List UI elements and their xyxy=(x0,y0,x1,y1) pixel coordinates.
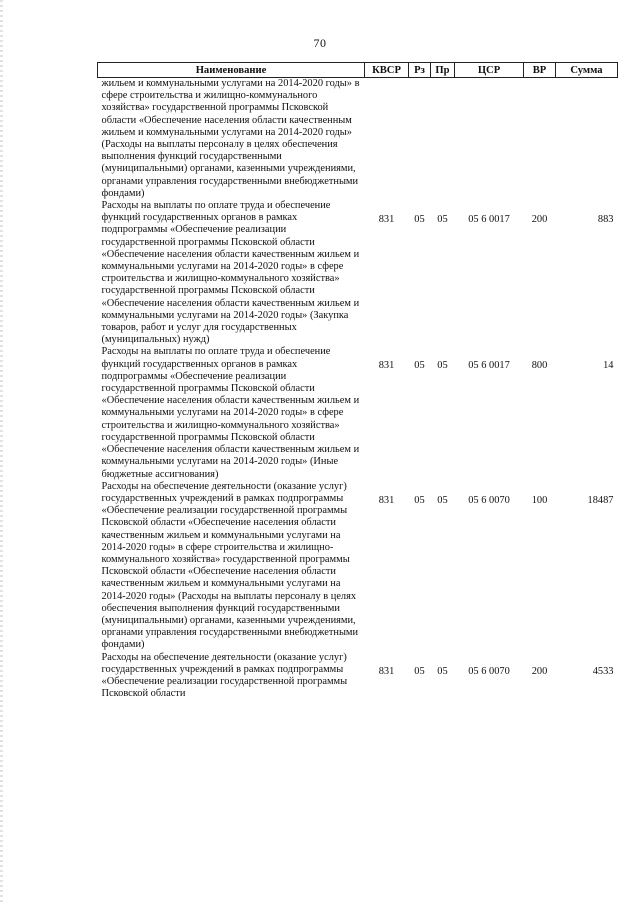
row-csr: 05 6 0070 xyxy=(468,665,510,677)
row-kvsr: 831 xyxy=(378,360,395,372)
row-name: Расходы на обеспечение деятельности (оказание услуг) государственных учреждений в рамках подпрограммы «Обеспечение реализации государственной программы Псковской области «Обеспечение населения области качественным жильем и коммунальными услугами на 2014-2020 годы» в сфере строительства и жилищно-коммунального хозяйства» государственной программы Псковской области «Обеспечение населения области качественным жильем и коммунальными услугами на 2014-2020 годы» (Расходы на выплаты персоналу в целях обеспечения выполнения функций государственными (муниципальными) органами, казенными учреждениями, органами управления государственными внебюджетными фондами) xyxy=(101,480,359,651)
header-vr: ВР xyxy=(524,63,556,78)
row-csr: 05 6 0017 xyxy=(468,214,510,226)
row-name: Расходы на выплаты по оплате труда и обеспечение функций государственных органов в рамках подпрограммы «Обеспечение реализации государственной программы Псковской области «Обеспечение населения области качественным жильем и коммунальными услугами на 2014-2020 годы» в сфере строительства и жилищно-коммунального хозяйства» государственной программы Псковской области «Обеспечение населения области качественным жильем и коммунальными услугами на 2014-2020 годы» (Иные бюджетные ассигнования) xyxy=(101,346,360,480)
row-vr: 100 xyxy=(531,494,548,506)
row-vr: 200 xyxy=(531,214,548,226)
table-row xyxy=(98,200,618,346)
page-number: 70 xyxy=(313,36,327,50)
row-rz: 05 xyxy=(414,665,425,677)
table-row xyxy=(98,652,618,701)
table-row xyxy=(98,481,618,652)
row-vr: 800 xyxy=(531,360,548,372)
row-sum: 14 xyxy=(603,360,614,372)
row-csr xyxy=(455,78,524,201)
row-vr xyxy=(524,78,556,201)
row-rz xyxy=(409,78,431,201)
row-rz: 05 xyxy=(414,494,425,506)
scan-edge xyxy=(0,0,3,905)
table-header-row xyxy=(98,63,618,78)
header-rz: Рз xyxy=(409,63,431,78)
row-pr: 05 xyxy=(437,214,448,226)
row-sum: 18487 xyxy=(587,494,614,506)
row-pr: 05 xyxy=(437,494,448,506)
table-row xyxy=(98,346,618,480)
row-name: Расходы на обеспечение деятельности (оказание услуг) государственных учреждений в рамках подпрограммы «Обеспечение реализации государственной программы Псковской области xyxy=(101,651,348,700)
table-row xyxy=(98,78,618,201)
row-kvsr: 831 xyxy=(378,494,395,506)
row-kvsr: 831 xyxy=(378,665,395,677)
header-csr: ЦСР xyxy=(455,63,524,78)
row-sum: 4533 xyxy=(592,665,614,677)
header-sum: Сумма xyxy=(556,63,618,78)
row-pr: 05 xyxy=(437,360,448,372)
row-pr: 05 xyxy=(437,665,448,677)
row-csr: 05 6 0017 xyxy=(468,360,510,372)
row-vr: 200 xyxy=(531,665,548,677)
row-sum xyxy=(556,78,618,201)
row-rz: 05 xyxy=(414,214,425,226)
budget-table xyxy=(97,62,618,700)
row-csr: 05 6 0070 xyxy=(468,494,510,506)
row-kvsr xyxy=(365,78,409,201)
row-name: Расходы на выплаты по оплате труда и обеспечение функций государственных органов в рамках подпрограммы «Обеспечение реализации государственной программы Псковской области «Обеспечение населения области качественным жильем и коммунальными услугами на 2014-2020 годы» в сфере строительства и жилищно-коммунального хозяйства» государственной программы Псковской области «Обеспечение населения области качественным жильем и коммунальными услугами на 2014-2020 годы» (Закупка товаров, работ и услуг для государственных (муниципальных) нужд) xyxy=(101,200,360,346)
row-pr xyxy=(431,78,455,201)
header-kvsr: КВСР xyxy=(365,63,409,78)
row-name: жильем и коммунальными услугами на 2014-2020 годы» в сфере строительства и жилищно-коммунального хозяйства» государственной программы Псковской области «Обеспечение населения области качественным жильем и коммунальными услугами на 2014-2020 годы» (Расходы на выплаты персоналу в целях обеспечения выполнения функций государственными (муниципальными) органами, казенными учреждениями, органами управления государственными внебюджетными фондами) xyxy=(101,78,360,199)
row-rz: 05 xyxy=(414,360,425,372)
header-name: Наименование xyxy=(98,63,365,78)
row-kvsr: 831 xyxy=(378,214,395,226)
row-sum: 883 xyxy=(597,214,614,226)
header-pr: Пр xyxy=(431,63,455,78)
